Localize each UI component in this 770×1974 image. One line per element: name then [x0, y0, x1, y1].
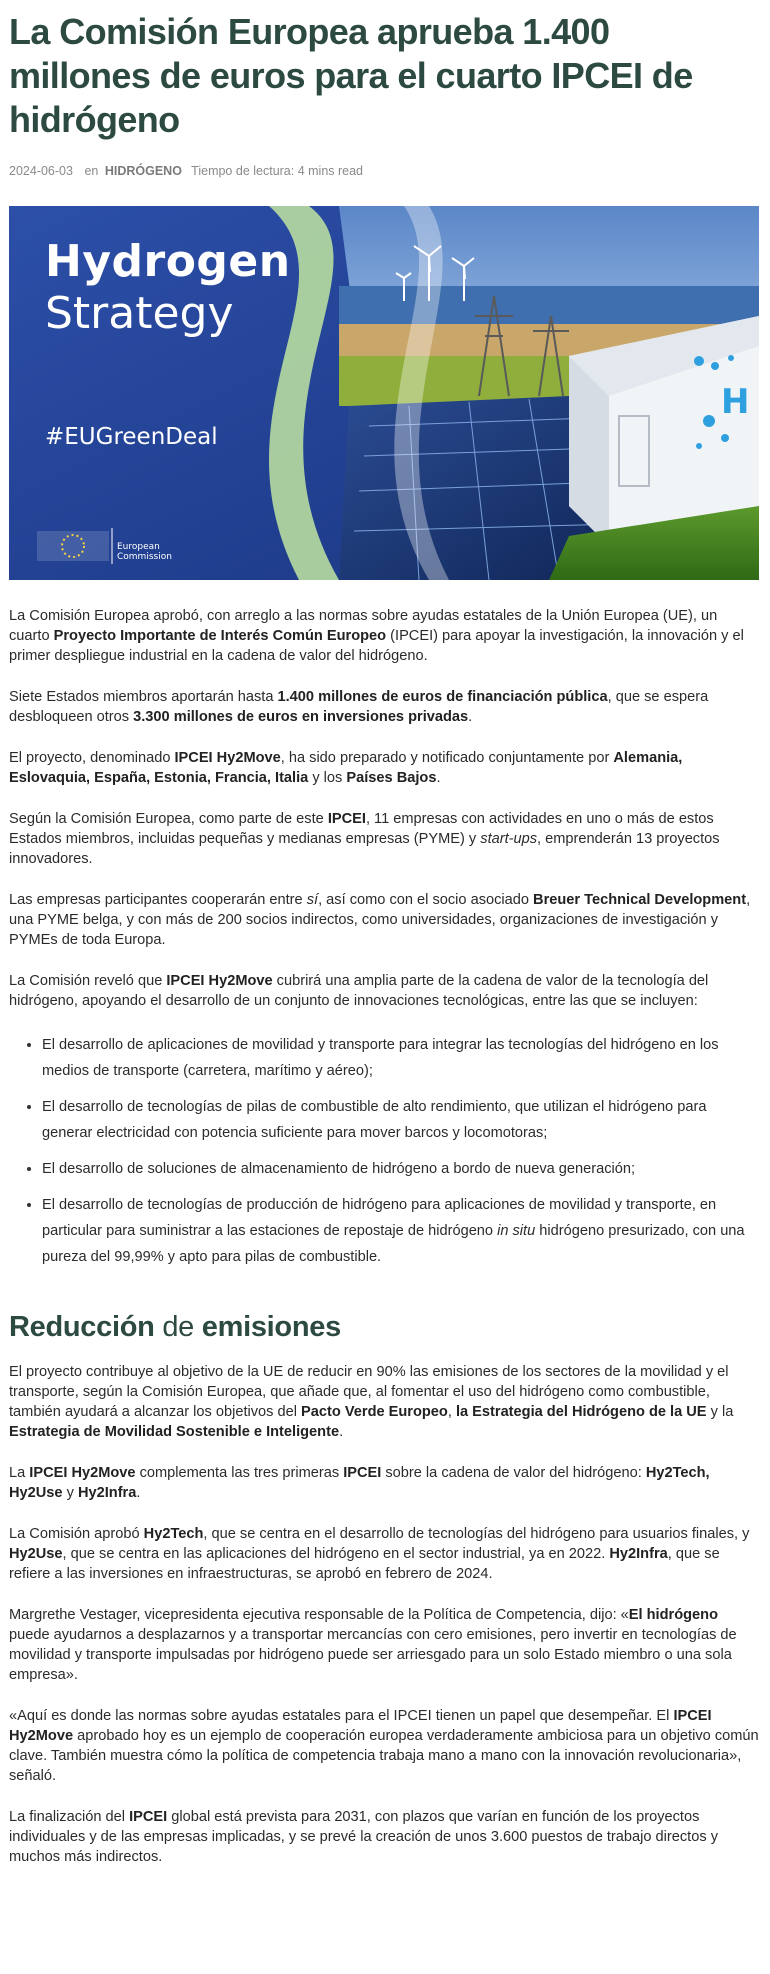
list-item: • El desarrollo de tecnologías de producción de hidrógeno para aplicaciones de movilidad y transporte, en particular para suministrar a las estaciones de repostaje de hidrógeno in situ hidrógeno presurizado, con una pureza del 99,99% y apto para pilas de combustible. [42, 1192, 760, 1270]
paragraph-6: La Comisión reveló que IPCEI Hy2Move cubrirá una amplia parte de la cadena de valor de la tecnología del hidrógeno, apoyando el desarrollo de un conjunto de innovaciones tecnológicas, entre las que se incluyen: [9, 973, 709, 1009]
paragraph-12: La finalización del IPCEI global está prevista para 2031, con plazos que varían en función de los proyectos individuales y de las empresas implicadas, y se prevé la creación de unos 3.600 puestos de trabajo directos y muchos más indirectos. [9, 1809, 719, 1865]
paragraph-3: El proyecto, denominado IPCEI Hy2Move, ha sido preparado y notificado conjuntamente por Alemania, Eslovaquia, España, Estonia, Francia, Italia y los Países Bajos. [9, 750, 683, 786]
paragraph-5: Las empresas participantes cooperarán entre sí, así como con el socio asociado Breuer Technical Development, una PYME belga, y con más de 200 socios indirectos, como universidades, organizaciones de investigación y PYMEs de toda Europa. [9, 892, 751, 948]
category-prefix: en [84, 164, 99, 178]
section-heading: Reducción de emisiones [9, 1311, 341, 1343]
list-item: • El desarrollo de aplicaciones de movilidad y transporte para integrar las tecnologías del hidrógeno en los medios de transporte (carretera, marítimo y aéreo); [42, 1032, 760, 1084]
publish-date: 2024-06-03 [9, 164, 73, 178]
paragraph-1: La Comisión Europea aprobó, con arreglo a las normas sobre ayudas estatales de la Unión Europea (UE), un cuarto Proyecto Importante de Interés Común Europeo (IPCEI) para apoyar la investigación, la innovación y el primer despliegue industrial en la cadena de valor del hidrógeno. [9, 608, 744, 664]
hero-title-line2: Strategy [45, 288, 234, 339]
paragraph-2: Siete Estados miembros aportarán hasta 1.400 millones de euros de financiación pública, que se espera desbloqueen otros 3.300 millones de euros en inversiones privadas. [9, 689, 709, 725]
page [0, 10, 770, 1867]
ec-logo-text: European Commission [117, 542, 172, 562]
list-item: • El desarrollo de soluciones de almacenamiento de hidrógeno a bordo de nueva generación; [42, 1156, 760, 1182]
paragraph-9: La Comisión aprobó Hy2Tech, que se centra en el desarrollo de tecnologías del hidrógeno para usuarios finales, y Hy2Use, que se centra en las aplicaciones del hidrógeno en el sector industrial, ya en 2022. Hy2Infra, que se refiere a las inversiones en infraestructuras, se aprobó en febrero de 2024. [9, 1526, 750, 1582]
paragraph-8: La IPCEI Hy2Move complementa las tres primeras IPCEI sobre la cadena de valor del hidrógeno: Hy2Tech, Hy2Use y Hy2Infra. [9, 1465, 710, 1501]
article-meta [9, 164, 760, 178]
paragraph-7: El proyecto contribuye al objetivo de la UE de reducir en 90% las emisiones de los sectores de la movilidad y el transporte, según la Comisión Europea, que añade que, al fomentar el uso del hidrógeno como combustible, también ayudará a alcanzar los objetivos del Pacto Verde Europeo, la Estrategia del Hidrógeno de la UE y la Estrategia de Movilidad Sostenible e Inteligente. [9, 1364, 734, 1440]
article-title: La Comisión Europea aprueba 1.400 millones de euros para el cuarto IPCEI de hidrógeno [9, 11, 693, 140]
paragraph-11: «Aquí es donde las normas sobre ayudas estatales para el IPCEI tienen un papel que desempeñar. El IPCEI Hy2Move aprobado hoy es un ejemplo de cooperación europea verdaderamente ambiciosa para un objetivo común clave. También muestra cómo la política de competencia trabaja mano a mano con la innovación revolucionaria», señaló. [9, 1708, 759, 1784]
article-body [9, 606, 760, 1867]
hero-image [9, 206, 759, 580]
list-item: • El desarrollo de tecnologías de pilas de combustible de alto rendimiento, que utilizan el hidrógeno para generar electricidad con potencia suficiente para mover barcos y locomotoras; [42, 1094, 760, 1146]
paragraph-4: Según la Comisión Europea, como parte de este IPCEI, 11 empresas con actividades en uno o más de estos Estados miembros, incluidas pequeñas y medianas empresas (PYME) y start-ups, emprenderán 13 proyectos innovadores. [9, 811, 720, 867]
paragraph-10: Margrethe Vestager, vicepresidenta ejecutiva responsable de la Política de Competencia, dijo: «El hidrógeno puede ayudarnos a desplazarnos y a transportar mercancías con cero emisiones, pero invertir en tecnologías de movilidad y transporte impulsadas por hidrógeno puede ser arriesgado para un solo Estado miembro o una sola empresa». [9, 1607, 737, 1683]
reading-time: Tiempo de lectura: 4 mins read [191, 164, 364, 178]
container-letter: H [721, 382, 750, 422]
european-commission-logo [37, 528, 112, 564]
hero-title-line1: Hydrogen [45, 236, 291, 287]
hero-hashtag: #EUGreenDeal [45, 424, 218, 450]
innovations-list [9, 1032, 760, 1270]
category-link[interactable]: HIDRÓGENO [104, 164, 182, 178]
